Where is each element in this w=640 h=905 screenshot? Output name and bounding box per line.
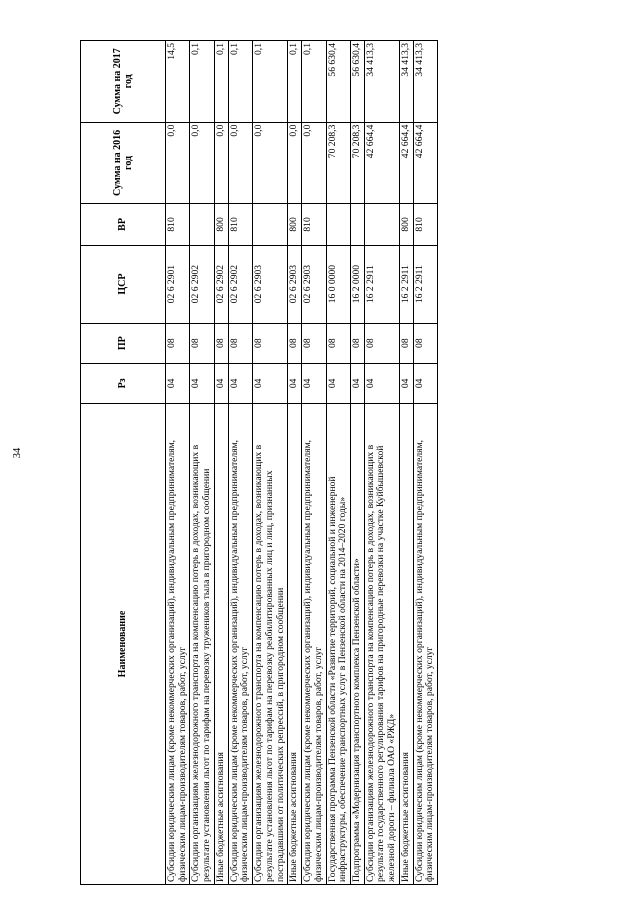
row-sum-2016: 70 208,3 bbox=[351, 122, 365, 204]
row-csr: 02 6 2903 bbox=[253, 245, 288, 323]
row-pr: 08 bbox=[351, 323, 365, 363]
row-name: Субсидии юридическим лицам (кроме некоммерческих организаций), индивидуальным предпринимателям, физическим лицам-производителям товаров, работ, услуг bbox=[228, 403, 252, 884]
row-csr: 02 6 2902 bbox=[190, 245, 214, 323]
row-pr: 08 bbox=[214, 323, 228, 363]
row-name: Субсидии юридическим лицам (кроме некоммерческих организаций), индивидуальным предпринимателям, физическим лицам-производителям товаров, работ, услуг bbox=[166, 403, 190, 884]
row-vr: 800 bbox=[214, 204, 228, 245]
row-name: Субсидии организациям железнодорожного транспорта на компенсацию потерь в доходах, возникающих в результате государственного регулирования тарифов на пригородные перевозки на участке Куйбышевской железной дороги – филиала ОАО «РЖД» bbox=[364, 403, 399, 884]
row-vr: 800 bbox=[399, 204, 413, 245]
row-csr: 02 6 2903 bbox=[302, 245, 326, 323]
row-sum-2017: 0,1 bbox=[228, 41, 252, 123]
row-sum-2016: 0,0 bbox=[214, 122, 228, 204]
row-rz: 04 bbox=[351, 363, 365, 403]
row-name: Иные бюджетные ассигнования bbox=[288, 403, 302, 884]
table-row bbox=[302, 41, 326, 885]
row-csr: 02 6 2901 bbox=[166, 245, 190, 323]
row-vr bbox=[364, 204, 399, 245]
row-name: Субсидии юридическим лицам (кроме некоммерческих организаций), индивидуальным предпринимателям, физическим лицам-производителям товаров, работ, услуг bbox=[413, 403, 437, 884]
table-row bbox=[253, 41, 288, 885]
row-sum-2016: 42 664,4 bbox=[413, 122, 437, 204]
row-csr: 16 2 2911 bbox=[413, 245, 437, 323]
row-csr: 16 0 0000 bbox=[326, 245, 350, 323]
row-csr: 02 6 2902 bbox=[214, 245, 228, 323]
row-sum-2016: 0,0 bbox=[190, 122, 214, 204]
header-rz: Рз bbox=[81, 363, 166, 403]
header-pr: ПР bbox=[81, 323, 166, 363]
row-name: Субсидии организациям железнодорожного транспорта на компенсацию потерь в доходах, возникающих в результате установления льгот по тарифам на перевозку тружеников тыла в пригородном сообщении bbox=[190, 403, 214, 884]
row-name: Иные бюджетные ассигнования bbox=[214, 403, 228, 884]
row-sum-2016: 0,0 bbox=[228, 122, 252, 204]
row-sum-2017: 0,1 bbox=[302, 41, 326, 123]
row-sum-2017: 0,1 bbox=[288, 41, 302, 123]
row-rz: 04 bbox=[288, 363, 302, 403]
row-vr: 810 bbox=[228, 204, 252, 245]
row-rz: 04 bbox=[190, 363, 214, 403]
row-sum-2016: 0,0 bbox=[253, 122, 288, 204]
row-csr: 16 2 0000 bbox=[351, 245, 365, 323]
table-header-row bbox=[81, 41, 166, 885]
header-vr: ВР bbox=[81, 204, 166, 245]
table-rotated-container bbox=[80, 40, 550, 885]
row-pr: 08 bbox=[399, 323, 413, 363]
row-rz: 04 bbox=[302, 363, 326, 403]
row-name: Субсидии юридическим лицам (кроме некоммерческих организаций), индивидуальным предпринимателям, физическим лицам-производителям товаров, работ, услуг bbox=[302, 403, 326, 884]
row-name: Субсидии организациям железнодорожного транспорта на компенсацию потерь в доходах, возникающих в результате установления льгот по тарифам на перевозку реабилитированных лиц и лиц, признанных пострадавшими от политических репрессий, в пригородном сообщении bbox=[253, 403, 288, 884]
table-frame bbox=[80, 40, 550, 885]
header-csr: ЦСР bbox=[81, 245, 166, 323]
row-pr: 08 bbox=[326, 323, 350, 363]
row-vr: 810 bbox=[302, 204, 326, 245]
table-row bbox=[413, 41, 437, 885]
row-csr: 02 6 2903 bbox=[288, 245, 302, 323]
row-vr bbox=[190, 204, 214, 245]
row-vr bbox=[351, 204, 365, 245]
header-sum-2016: Сумма на 2016 год bbox=[81, 122, 166, 204]
table-row bbox=[364, 41, 399, 885]
row-sum-2017: 0,1 bbox=[190, 41, 214, 123]
row-vr: 810 bbox=[413, 204, 437, 245]
row-name: Государственная программа Пензенской области «Развитие территорий, социальной и инженерной инфраструктуры, обеспечение транспортных услуг в Пензенской области на 2014–2020 годы» bbox=[326, 403, 350, 884]
row-rz: 04 bbox=[166, 363, 190, 403]
row-sum-2017: 0,1 bbox=[214, 41, 228, 123]
table-row bbox=[214, 41, 228, 885]
table-row bbox=[166, 41, 190, 885]
row-vr bbox=[326, 204, 350, 245]
row-pr: 08 bbox=[228, 323, 252, 363]
row-rz: 04 bbox=[214, 363, 228, 403]
row-name: Подпрограмма «Модернизация транспортного комплекса Пензенской области» bbox=[351, 403, 365, 884]
row-pr: 08 bbox=[364, 323, 399, 363]
row-sum-2016: 42 664,4 bbox=[364, 122, 399, 204]
row-sum-2017: 14,5 bbox=[166, 41, 190, 123]
header-name: Наименование bbox=[81, 403, 166, 884]
table-row bbox=[228, 41, 252, 885]
row-pr: 08 bbox=[288, 323, 302, 363]
row-csr: 02 6 2902 bbox=[228, 245, 252, 323]
row-vr: 810 bbox=[166, 204, 190, 245]
row-vr: 800 bbox=[288, 204, 302, 245]
row-sum-2016: 42 664,4 bbox=[399, 122, 413, 204]
row-pr: 08 bbox=[413, 323, 437, 363]
row-sum-2017: 56 630,4 bbox=[351, 41, 365, 123]
row-rz: 04 bbox=[228, 363, 252, 403]
row-csr: 16 2 2911 bbox=[399, 245, 413, 323]
row-pr: 08 bbox=[253, 323, 288, 363]
table-row bbox=[190, 41, 214, 885]
row-pr: 08 bbox=[166, 323, 190, 363]
row-pr: 08 bbox=[190, 323, 214, 363]
table-row bbox=[326, 41, 350, 885]
table-row bbox=[288, 41, 302, 885]
budget-table bbox=[80, 40, 438, 885]
row-rz: 04 bbox=[413, 363, 437, 403]
row-sum-2017: 34 413,3 bbox=[399, 41, 413, 123]
row-sum-2017: 34 413,3 bbox=[413, 41, 437, 123]
row-name: Иные бюджетные ассигнования bbox=[399, 403, 413, 884]
row-pr: 08 bbox=[302, 323, 326, 363]
row-sum-2016: 0,0 bbox=[302, 122, 326, 204]
table-row bbox=[399, 41, 413, 885]
row-rz: 04 bbox=[399, 363, 413, 403]
row-sum-2017: 0,1 bbox=[253, 41, 288, 123]
row-vr bbox=[253, 204, 288, 245]
row-sum-2017: 34 413,3 bbox=[364, 41, 399, 123]
row-sum-2017: 56 630,4 bbox=[326, 41, 350, 123]
row-sum-2016: 0,0 bbox=[288, 122, 302, 204]
row-rz: 04 bbox=[364, 363, 399, 403]
page-number: 34 bbox=[12, 447, 23, 459]
row-rz: 04 bbox=[326, 363, 350, 403]
row-rz: 04 bbox=[253, 363, 288, 403]
row-csr: 16 2 2911 bbox=[364, 245, 399, 323]
row-sum-2016: 0,0 bbox=[166, 122, 190, 204]
header-sum-2017: Сумма на 2017 год bbox=[81, 41, 166, 123]
table-row bbox=[351, 41, 365, 885]
row-sum-2016: 70 208,3 bbox=[326, 122, 350, 204]
